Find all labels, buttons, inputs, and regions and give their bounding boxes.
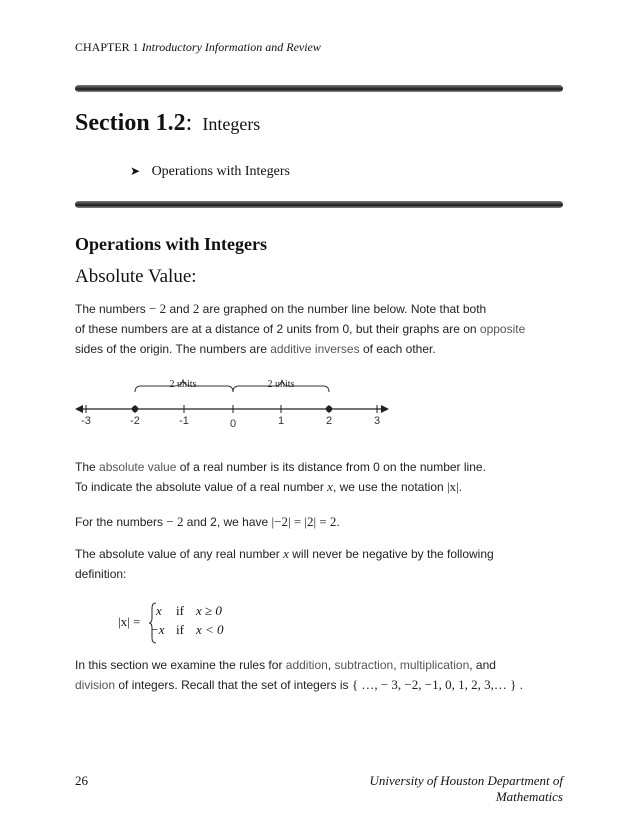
tick-label: -1 [179,415,189,427]
case1-cond: x ≥ 0 [196,603,222,618]
paragraph-intro: The numbers − 2 and 2 are graphed on the number line below. Note that both of these numbers are at a distance of 2 units from 0, but their graphs are on opposite sides of the origin. The numbers are additive inverses of each other. [75,301,526,356]
case2-if: if [176,622,184,637]
brace-right-label: 2 units [267,379,295,390]
point-neg-2 [132,406,138,412]
paragraph-absolute-definition: The absolute value of a real number is its distance from 0 on the number line. To indicate the absolute value of a real number x, we use the notation |x|. [75,460,486,494]
case2-cond: x < 0 [196,622,224,637]
term-absolute-value: absolute value [99,460,177,474]
chapter-header [75,40,321,55]
point-pos-2 [326,406,332,412]
arrow-bullet-icon: ➤ [130,164,141,178]
case2-expr: −x [150,622,165,637]
definition-lhs: |x| = [118,614,141,629]
chapter-subtitle: Introductory Information and Review [141,40,321,54]
section-colon: : [185,110,193,136]
left-arrow-icon [75,405,83,413]
paragraph-nonnegative: The absolute value of any real number x will never be negative by the following definition: [75,546,494,581]
paragraph-operations: In this section we examine the rules for addition, subtraction, multiplication, and division of integers. Recall that the set of integers is { …, − 3, −2, −1, 0, 1, 2, 3,… } . [75,658,523,692]
example-equation: |−2| = |2| = 2 [271,514,337,529]
right-arrow-icon [381,405,389,413]
piecewise-definition [118,603,258,643]
notation-abs-x: |x| [447,479,459,494]
term-multiplication: multiplication [399,658,470,672]
term-addition: addition [285,658,328,672]
section-bullet [130,164,290,180]
integer-set: { …, − 3, −2, −1, 0, 1, 2, 3,… } [351,677,517,692]
bullet-text: Operations with Integers [151,164,290,179]
page-number: 26 [75,773,88,788]
section-name: Integers [202,114,261,134]
tick-label: -3 [81,415,91,427]
tick-label: 1 [277,415,285,427]
term-division: division [75,678,116,692]
number-line [75,372,405,432]
bottom-divider [75,201,563,208]
footer-publisher: University of Houston Department of Mathematics [369,773,563,804]
term-opposite: opposite [479,322,526,336]
tick-label: 3 [373,415,381,427]
top-divider [75,85,563,92]
operations-heading: Operations with Integers [75,234,267,254]
tick-label: -2 [130,415,140,427]
chapter-label: CHAPTER 1 [75,40,139,54]
term-subtraction: subtraction [334,658,394,672]
tick-label: 2 [325,415,333,427]
term-additive-inverses: additive inverses [270,342,360,356]
case1-expr: x [156,603,162,618]
absolute-value-heading: Absolute Value: [75,266,197,287]
section-number: Section 1.2 [75,110,186,136]
tick-label: 0 [229,418,237,430]
brace-left-label: 2 units [169,379,197,390]
paragraph-example: For the numbers − 2 and 2, we have |−2| = |2| = 2. [75,514,340,529]
case1-if: if [176,603,184,618]
section-title [75,110,260,137]
